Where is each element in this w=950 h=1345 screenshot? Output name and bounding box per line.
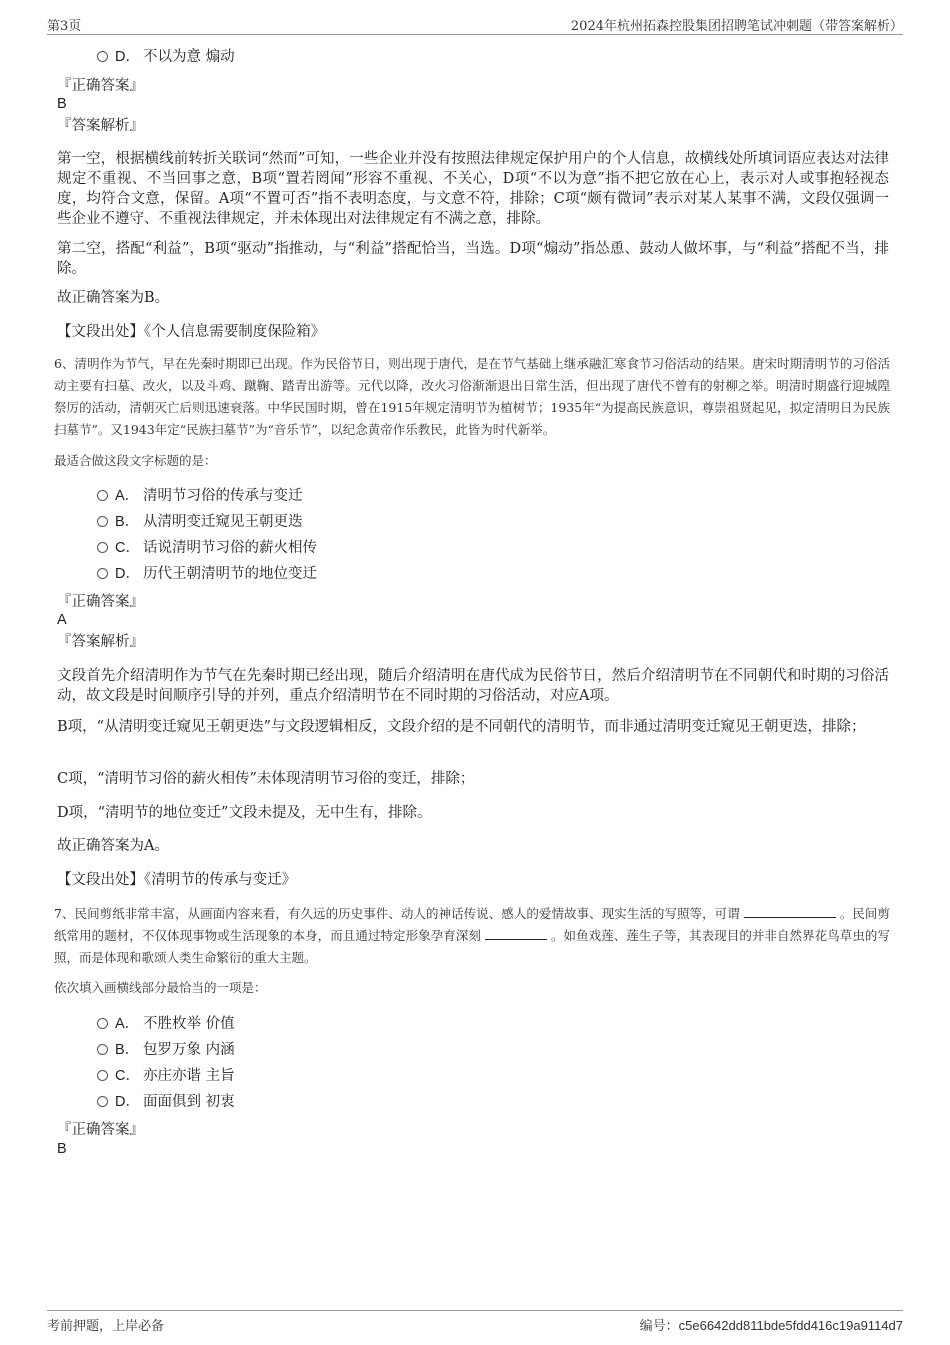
fill-blank-2: [485, 939, 547, 940]
option-letter: D．: [115, 49, 140, 65]
q6-source: 【文段出处】《清明节的传承与变迁》: [57, 872, 297, 888]
q6-option-d[interactable]: [97, 564, 317, 584]
option-letter: B．: [115, 1042, 140, 1058]
q6-prompt: 最适合做这段文字标题的是：: [54, 453, 217, 468]
q6-option-b[interactable]: [97, 512, 303, 532]
q6-answer: A: [57, 612, 67, 628]
page-footer: [47, 1310, 903, 1337]
q6-analysis-para-3: C项，“清明节习俗的薪火相传”未体现清明节习俗的变迁，排除；: [57, 771, 475, 787]
document-id-label: 编号：: [639, 1319, 679, 1334]
radio-icon[interactable]: [97, 1096, 108, 1107]
q6-passage: 6、清明作为节气，早在先秦时期即已出现。作为民俗节日，则出现于唐代，是在节气基础上继承融汇寒食节习俗活动的结果。唐宋时期清明节的习俗活动主要有扫墓、改火，以及斗鸡、蹴鞠、踏青出游等。元代以降，改火习俗渐渐退出日常生活，但出现了唐代不曾有的射柳之举。明清时期盛行迎城隍祭厉的活动，清朝灭亡后则迅速衰落。中华民国时期，曾在1915年规定清明节为植树节；1935年“为提高民族意识，尊崇祖贤起见，拟定清明日为民族扫墓节”。又1943年定“民族扫墓节”为“音乐节”，以纪念黄帝作乐教民，此皆为时代新举。: [54, 356, 890, 437]
radio-icon[interactable]: [97, 1044, 108, 1055]
page-header: [47, 14, 903, 35]
q6-option-c[interactable]: [97, 538, 317, 558]
q6-option-a[interactable]: [97, 486, 303, 506]
q7-option-a[interactable]: [97, 1014, 235, 1034]
q5-analysis-para-2: 第二空，搭配“利益”，B项“驱动”指推动，与“利益”搭配恰当，当选。D项“煽动”指怂恿、鼓动人做坏事，与“利益”搭配不当，排除。: [57, 241, 889, 277]
option-letter: B．: [115, 514, 140, 530]
option-text: 历代王朝清明节的地位变迁: [143, 566, 317, 582]
q6-analysis-label: 『答案解析』: [57, 634, 144, 650]
q5-option-d[interactable]: [97, 47, 235, 67]
q5-answer-label: 『正确答案』: [57, 78, 144, 94]
q5-analysis-para-1: 第一空，根据横线前转折关联词“然而”可知，一些企业并没有按照法律规定保护用户的个人信息，故横线处所填词语应表达对法律规定不重视、不当回事之意，B项“置若罔闻”形容不重视、不关心，D项“不以为意”指不把它放在心上，表示对人或事抱轻视态度，均符合文意，保留。A项“不置可否”指不表明态度，与文意不符，排除；C项“颇有微词”表示对某人某事不满，文段仅强调一些企业不遵守、不重视法律规定，并未体现出对法律规定有不满之意，排除。: [57, 151, 889, 227]
q5-source: 【文段出处】《个人信息需要制度保险箱》: [57, 324, 326, 340]
q7-passage-part-2: 。民间剪纸常用的题材，不仅体现事物或生活现象的本身，而且通过特定形象孕育深刻: [54, 906, 890, 943]
document-title: 2024年杭州拓森控股集团招聘笔试冲刺题（带答案解析）: [570, 19, 903, 34]
q6-answer-label: 『正确答案』: [57, 594, 144, 610]
q7-passage-part-1: 7、民间剪纸非常丰富，从画面内容来看，有久远的历史事件、动人的神话传说、感人的爱情故事、现实生活的写照等，可谓: [54, 906, 740, 921]
q7-passage: [54, 903, 890, 969]
option-letter: A．: [115, 1016, 140, 1032]
radio-icon[interactable]: [97, 1018, 108, 1029]
option-text: 话说清明节习俗的薪火相传: [143, 540, 317, 556]
page-number: 第3页: [47, 19, 82, 34]
option-text: 不胜枚举 价值: [143, 1016, 235, 1032]
option-text: 清明节习俗的传承与变迁: [143, 488, 303, 504]
q6-analysis-para-2: B项，“从清明变迁窥见王朝更迭”与文段逻辑相反，文段介绍的是不同朝代的清明节，而非通过清明变迁窥见王朝更迭，排除；: [57, 719, 866, 735]
option-text: 亦庄亦谐 主旨: [143, 1068, 235, 1084]
radio-icon[interactable]: [97, 568, 108, 579]
option-letter: D．: [115, 1094, 140, 1110]
q5-answer: B: [57, 96, 67, 112]
radio-icon[interactable]: [97, 490, 108, 501]
radio-icon[interactable]: [97, 1070, 108, 1081]
option-letter: C．: [115, 1068, 140, 1084]
document-id-code: c5e6642dd811bde5fdd416c19a9114d7: [678, 1318, 903, 1333]
q5-analysis-para-3: 故正确答案为B。: [57, 290, 170, 306]
q6-analysis-para-4: D项，“清明节的地位变迁”文段未提及，无中生有，排除。: [57, 805, 432, 821]
q6-analysis-para-5: 故正确答案为A。: [57, 838, 169, 854]
footer-slogan: 考前押题，上岸必备: [47, 1319, 165, 1334]
option-text: 包罗万象 内涵: [143, 1042, 235, 1058]
q7-option-c[interactable]: [97, 1066, 235, 1086]
option-text: 面面俱到 初衷: [143, 1094, 235, 1110]
q7-answer-label: 『正确答案』: [57, 1122, 144, 1138]
q7-passage-part-3: 。如鱼戏莲、莲生子等，其表现目的并非自然界花鸟草虫的写照，而是体现和歌颂人类生命繁衍的重大主题。: [54, 928, 890, 965]
document-id: [640, 1315, 903, 1334]
q7-answer: B: [57, 1141, 67, 1157]
fill-blank-1: [744, 917, 836, 918]
option-letter: A．: [115, 488, 140, 504]
q7-prompt: 依次填入画横线部分最恰当的一项是：: [54, 980, 267, 995]
q7-option-b[interactable]: [97, 1040, 235, 1060]
option-text: 从清明变迁窥见王朝更迭: [143, 514, 303, 530]
radio-icon[interactable]: [97, 51, 108, 62]
option-letter: C．: [115, 540, 140, 556]
radio-icon[interactable]: [97, 516, 108, 527]
option-text: 不以为意 煽动: [143, 49, 235, 65]
q6-analysis-para-1: 文段首先介绍清明作为节气在先秦时期已经出现，随后介绍清明在唐代成为民俗节日，然后介绍清明节在不同朝代和时期的习俗活动，故文段是时间顺序引导的并列，重点介绍清明节在不同时期的习俗活动，对应A项。: [57, 668, 889, 704]
q5-analysis-label: 『答案解析』: [57, 118, 144, 134]
q7-option-d[interactable]: [97, 1092, 235, 1112]
radio-icon[interactable]: [97, 542, 108, 553]
option-letter: D．: [115, 566, 140, 582]
